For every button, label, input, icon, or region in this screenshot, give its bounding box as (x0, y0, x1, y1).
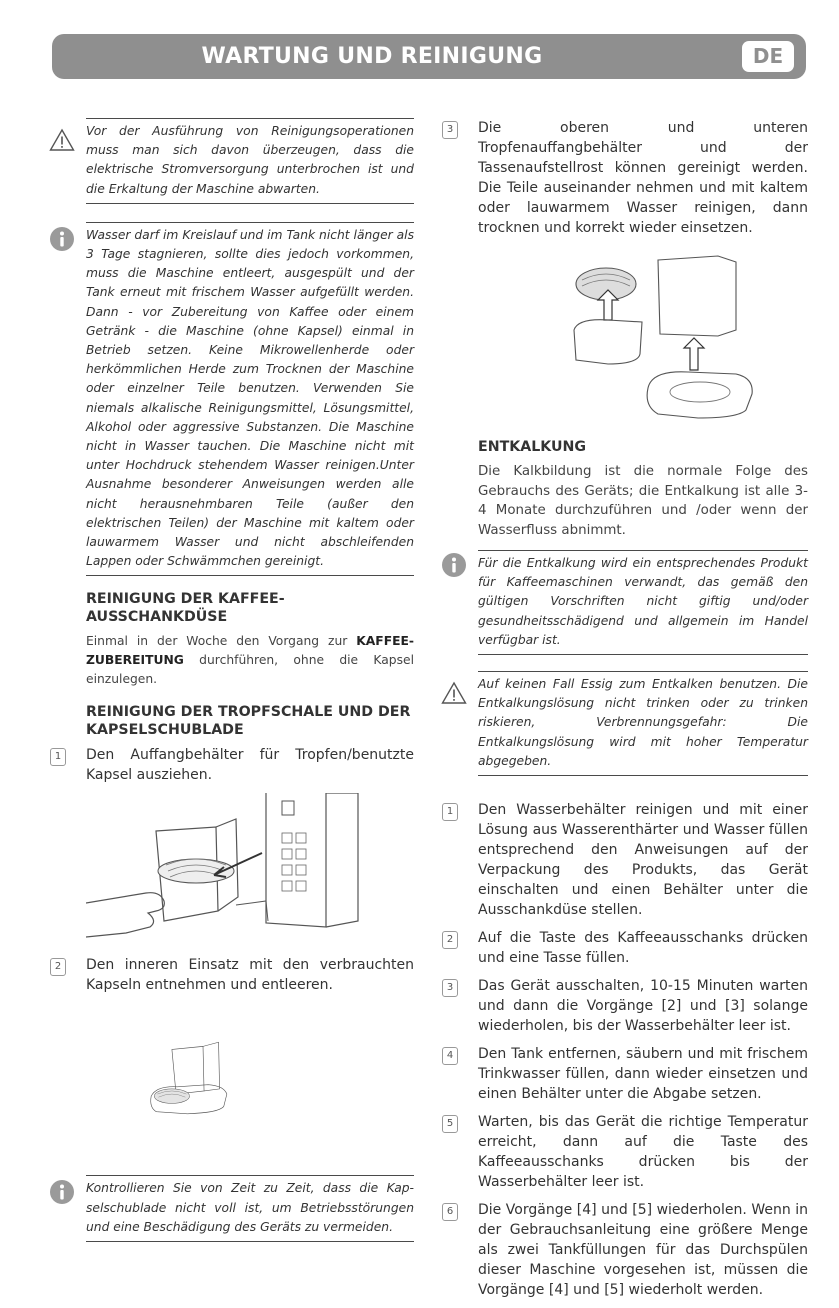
capsule-drawer-illustration (146, 1003, 316, 1153)
descale-step-5 (438, 1112, 808, 1192)
step-number: 5 (442, 1115, 458, 1133)
descaling-text: Die Kalkbildung ist die normale Folge des Gebrauchs des Geräts; die Entkalkung ist alle 3-4 Monate durchzuführen und /oder wenn der Wasserfluss abnimmt. (478, 464, 808, 538)
step-text: Die Vorgänge [4] und [5] wiederholen. Wenn in der Gebrauchsanleitung eine größere Menge als zwei Tankfüllungen für das Durchspülen dieser Maschine vorgesehen ist, müssen die Vorgänge [4] und [5] wiederholt werden. (478, 1202, 808, 1299)
nozzle-cleaning-text: Einmal in der Woche den Vorgang zur KAFFEE-ZUBEREITUNG durchführen, ohne die Kapsel einzulegen. (86, 634, 414, 687)
step-text: Die oberen und unteren Tropfenauffangbehälter und der Tassenaufstellrost können gereinigt werden. Die Teile auseinander nehmen und mit kaltem oder lauwarmem Wasser reinigen, dann trocknen und korrekt wieder einsetzen. (478, 120, 808, 236)
left-step-1 (46, 745, 414, 785)
page-title: WARTUNG UND REINIGUNG (201, 44, 543, 69)
descale-step-4 (438, 1044, 808, 1104)
descale-step-3 (438, 976, 808, 1036)
step-text: Auf die Taste des Kaffeeausschanks drücken und eine Tasse füllen. (478, 930, 808, 967)
step-number: 3 (442, 979, 458, 997)
descaling-heading: ENTKALKUNG (478, 439, 587, 455)
descale-warning-note (438, 671, 808, 776)
step-number: 2 (442, 931, 458, 949)
warning-note-text: Vor der Ausführung von Reinigungsoperationen muss man sich davon überzeugen, dass die elektrische Stromversorgung unterbrochen ist und die Erkaltung der Maschine abwarten. (86, 118, 414, 204)
info-icon (49, 1179, 75, 1205)
info-icon (49, 226, 75, 252)
step-text: Den Tank entfernen, säubern und mit frischem Trinkwasser füllen, dann wieder einsetzen und einen Behälter unter die Abgabe setzen. (478, 1046, 808, 1103)
step-number: 3 (442, 121, 458, 139)
warning-triangle-icon (49, 128, 75, 152)
warning-triangle-icon (441, 681, 467, 705)
step-text: Den Auffangbehälter für Tropfen/benutzte Kapsel ausziehen. (86, 747, 414, 784)
left-step-2 (46, 955, 414, 995)
left-column (46, 108, 414, 1254)
drawer-info-note (46, 1175, 414, 1242)
descale-step-2 (438, 928, 808, 968)
descale-warning-note-text: Auf keinen Fall Essig zum Entkalken benutzen. Die Entkalkungslösung nicht trinken oder zu trinken riskieren, Verbrennungsgefahr: Die Entkalkungslösung wird mit hoher Temperatur abgegeben. (478, 671, 808, 776)
descale-step-6 (438, 1200, 808, 1300)
coffee-preparation-term: KAFFEE-ZUBEREITUNG (86, 634, 414, 668)
warning-note (46, 118, 414, 204)
step-text: Den inneren Einsatz mit den verbrauchten Kapseln entnehmen und entleeren. (86, 957, 414, 994)
descale-info-note-text: Für die Entkalkung wird ein entsprechendes Produkt für Kaffeemaschinen verwandt, das gemäß den gültigen Vorschriften nicht giftig und/oder gesundheitsschädigend und allgemein im Handel verfügbar ist. (478, 550, 808, 655)
info-note (46, 222, 414, 577)
right-step-3-cleaning (438, 118, 808, 238)
nozzle-cleaning-heading: REINIGUNG DER KAFFEE-AUSSCHANKDÜSE (86, 591, 285, 626)
right-column (438, 118, 808, 1308)
drawer-info-note-text: Kontrollieren Sie von Zeit zu Zeit, dass die Kap-selschublade nicht voll ist, um Betriebsstörungen und eine Beschädigung des Geräts zu vermeiden. (86, 1175, 414, 1242)
step-text: Den Wasserbehälter reinigen und mit einer Lösung aus Wasserenthärter und Wasser füllen entsprechend den Anweisungen auf der Verpackung des Produkts, das Gerät einschalten und einen Behälter unter die Ausschankdüse stellen. (478, 802, 808, 919)
descale-info-note (438, 550, 808, 655)
step-number: 2 (50, 958, 66, 976)
drip-tray-removal-illustration (86, 793, 414, 945)
page-header (52, 34, 806, 79)
step-number: 1 (442, 803, 458, 821)
tray-cleaning-heading: REINIGUNG DER TROPFSCHALE UND DER KAPSELSCHUBLADE (86, 704, 411, 739)
step-number: 6 (442, 1203, 458, 1221)
drip-tray-parts-illustration (568, 250, 758, 420)
step-number: 1 (50, 748, 66, 766)
step-number: 4 (442, 1047, 458, 1065)
language-badge: DE (742, 41, 794, 72)
descale-step-1 (438, 800, 808, 920)
info-note-text: Wasser darf im Kreislauf und im Tank nicht länger als 3 Tage stagnieren, sollte dies jedoch vorkommen, muss die Maschine entleert, ausgespült und der Tank erneut mit frischem Wasser aufgefüllt werden. Dann - vor Zubereitung von Kaffee oder einem Getränk - die Maschine (ohne Kapsel) einmal in Betrieb setzen. Keine Mikrowellenherde oder herkömmlichen Herde zum Trocknen der Maschine oder einzelner Teile benutzen. Verwenden Sie niemals alkalische Reinigungsmittel, Lösungsmittel, Alkohol oder aggressive Substanzen. Die Maschine nicht in Wasser tauchen. Die Maschine nicht mit unter Hochdruck stehendem Wasser reinigen.Unter Ausnahme besonderer Anweisungen werden alle nicht herausnehmbaren Teile (außer den elektrischen Teilen) der Maschine mit kaltem oder lauwarmem Wasser und nicht abschleifenden Lappen oder Schwämmchen gereinigt. (86, 222, 414, 577)
info-icon (441, 552, 467, 578)
step-text: Warten, bis das Gerät die richtige Temperatur erreicht, dann auf die Taste des Kaffeeausschanks drücken bis der Wasserbehälter leer ist. (478, 1114, 808, 1191)
step-text: Das Gerät ausschalten, 10-15 Minuten warten und dann die Vorgänge [2] und [3] solange wiederholen, bis der Wasserbehälter leer ist. (478, 978, 808, 1035)
